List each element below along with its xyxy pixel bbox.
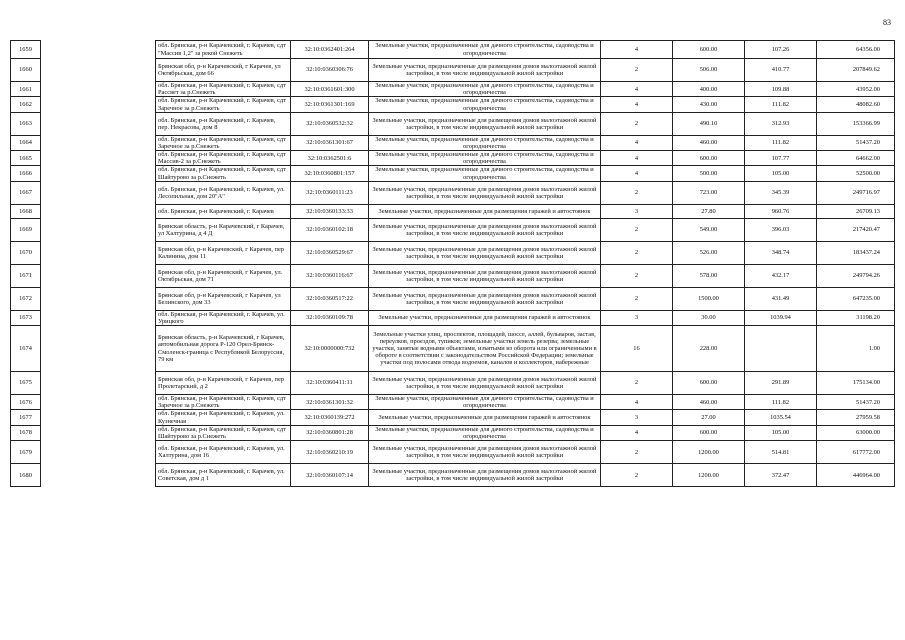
table-row [11,112,895,135]
cadastral-number-cell: 32:10:0360139:272 [291,410,369,425]
cadastral-number-cell: 32:10:0361301:32 [291,395,369,410]
land-use-cell: Земельные участки, предназначенные для дачного строительства, садоводства и огородничества [369,82,601,97]
table-row [11,135,895,150]
specific-value-cell: 345.39 [745,181,817,204]
spacer-cell [41,425,156,440]
table-row [11,310,895,325]
cadastral-number-cell: 32:10:0360517:22 [291,287,369,310]
specific-value-cell: 960.76 [745,204,817,218]
cadastral-value-cell: 31198.20 [817,310,895,325]
group-code-cell: 3 [601,410,673,425]
row-number: 1680 [11,464,41,487]
land-use-cell: Земельные участки, предназначенные для дачного строительства, садоводства и огородничества [369,41,601,59]
address-cell: обл. Брянская, р-н Карачевский, г. Карачев, ул. Кузнечная [156,410,291,425]
cadastral-value-cell: 249716.97 [817,181,895,204]
area-cell: 578.00 [673,264,745,287]
cadastral-value-cell: 43952.00 [817,82,895,97]
spacer-cell [41,181,156,204]
specific-value-cell: 410.77 [745,59,817,82]
cadastral-value-cell: 1.00 [817,326,895,372]
table-row [11,287,895,310]
table-row [11,151,895,166]
area-cell: 490.10 [673,112,745,135]
group-code-cell: 4 [601,151,673,166]
row-number: 1679 [11,441,41,464]
group-code-cell: 4 [601,41,673,59]
table-row [11,41,895,59]
area-cell: 506.00 [673,59,745,82]
address-cell: обл. Брянская, р-н Карачевский, г. Карачев, ул. Советская, дом д 1 [156,464,291,487]
spacer-cell [41,410,156,425]
area-cell: 460.00 [673,135,745,150]
land-use-cell: Земельные участки, предназначенные для размещения домов малоэтажной жилой застройки, в том числе индивидуальной жилой застройки [369,241,601,264]
area-cell: 526.00 [673,241,745,264]
row-number: 1666 [11,166,41,181]
spacer-cell [41,112,156,135]
land-use-cell: Земельные участки, предназначенные для дачного строительства, садоводства и огородничества [369,151,601,166]
area-cell: 27.80 [673,204,745,218]
group-code-cell: 16 [601,326,673,372]
specific-value-cell [745,326,817,372]
area-cell: 228.00 [673,326,745,372]
address-cell: обл. Брянская, р-н Карачевский, г. Карачев, сдт "Массив 1,2" за рекой Снежеть [156,41,291,59]
land-use-cell: Земельные участки улиц, проспектов, площадей, шоссе, аллей, бульваров, застав, переулков, проездов, тупиков; земельные участки земель резерва; земельные участки, занятые водными объектами, изъятыми из оборота или ограниченными в обороте в соответствии с законодательством Российской Федерации; земельные участки под полосами отвода водоемов, каналов и коллекторов, набережные [369,326,601,372]
row-number: 1667 [11,181,41,204]
spacer-cell [41,241,156,264]
address-cell: обл. Брянская, р-н Карачевский, г. Карачев, ул. Урицкого [156,310,291,325]
row-number: 1672 [11,287,41,310]
group-code-cell: 4 [601,166,673,181]
land-use-cell: Земельные участки, предназначенные для размещения гаражей и автостоянок [369,310,601,325]
specific-value-cell: 1035.54 [745,410,817,425]
group-code-cell: 2 [601,218,673,241]
specific-value-cell: 291.89 [745,372,817,395]
land-use-cell: Земельные участки, предназначенные для размещения домов малоэтажной жилой застройки, в том числе индивидуальной жилой застройки [369,112,601,135]
land-use-cell: Земельные участки, предназначенные для дачного строительства, садоводства и огородничества [369,135,601,150]
cadastral-number-cell: 32:10:0361301:67 [291,135,369,150]
table-row [11,204,895,218]
specific-value-cell: 514.81 [745,441,817,464]
cadastral-number-cell: 32:10:0361301:169 [291,97,369,112]
cadastral-number-cell: 32:10:0360116:67 [291,264,369,287]
row-number: 1673 [11,310,41,325]
area-cell: 600.00 [673,41,745,59]
cadastral-number-cell: 32:10:0360109:78 [291,310,369,325]
area-cell: 549.00 [673,218,745,241]
cadastral-number-cell: 32:10:0360102:18 [291,218,369,241]
cadastral-number-cell: 32:10:0000000:732 [291,326,369,372]
cadastral-value-cell: 63000.00 [817,425,895,440]
specific-value-cell: 107.26 [745,41,817,59]
area-cell: 460.00 [673,395,745,410]
table-row [11,59,895,82]
address-cell: Брянская обл, р-н Карачевский, г Карачев, ул. Октябрьская, дом 71 [156,264,291,287]
land-use-cell: Земельные участки, предназначенные для размещения домов малоэтажной жилой застройки, в том числе индивидуальной жилой застройки [369,264,601,287]
cadastral-value-cell: 183437.24 [817,241,895,264]
table-row [11,410,895,425]
group-code-cell: 2 [601,372,673,395]
area-cell: 1500.00 [673,287,745,310]
group-code-cell: 2 [601,464,673,487]
table-row [11,264,895,287]
area-cell: 500.00 [673,166,745,181]
table-row [11,441,895,464]
group-code-cell: 4 [601,425,673,440]
land-use-cell: Земельные участки, предназначенные для размещения домов малоэтажной жилой застройки, в том числе индивидуальной жилой застройки [369,181,601,204]
specific-value-cell: 109.88 [745,82,817,97]
spacer-cell [41,97,156,112]
cadastral-number-cell: 32:10:0360210:19 [291,441,369,464]
specific-value-cell: 111.82 [745,97,817,112]
area-cell: 30.00 [673,310,745,325]
specific-value-cell: 431.49 [745,287,817,310]
cadastral-value-cell: 249794.26 [817,264,895,287]
row-number: 1662 [11,97,41,112]
address-cell: обл. Брянская, р-н Карачевский, г. Карачев, сдт Заречное за р.Снежеть [156,135,291,150]
address-cell: обл. Брянская, р-н Карачевский, г. Карачев, ул. Лесопильная, дом 20"А" [156,181,291,204]
cadastral-number-cell: 32:10:0361601:300 [291,82,369,97]
land-use-cell: Земельные участки, предназначенные для размещения домов малоэтажной жилой застройки, в том числе индивидуальной жилой застройки [369,372,601,395]
cadastral-number-cell: 32:10:0360306:76 [291,59,369,82]
row-number: 1678 [11,425,41,440]
cadastral-value-cell: 48082.60 [817,97,895,112]
cadastral-number-cell: 32:10:0362401:264 [291,41,369,59]
row-number: 1671 [11,264,41,287]
land-use-cell: Земельные участки, предназначенные для дачного строительства, садоводства и огородничества [369,425,601,440]
spacer-cell [41,135,156,150]
table-row [11,97,895,112]
row-number: 1669 [11,218,41,241]
cadastral-value-cell: 64356.00 [817,41,895,59]
address-cell: обл. Брянская, р-н Карачевский, г. Карачев, сдт Заречное за р.Снежеть [156,97,291,112]
row-number: 1659 [11,41,41,59]
cadastral-value-cell: 26709.13 [817,204,895,218]
cadastral-value-cell: 207849.62 [817,59,895,82]
cadastral-number-cell: 32:10:0360133:33 [291,204,369,218]
specific-value-cell: 107.77 [745,151,817,166]
specific-value-cell: 396.03 [745,218,817,241]
area-cell: 430.00 [673,97,745,112]
spacer-cell [41,264,156,287]
land-use-cell: Земельные участки, предназначенные для дачного строительства, садоводства и огородничества [369,97,601,112]
table-row [11,181,895,204]
spacer-cell [41,310,156,325]
specific-value-cell: 105.00 [745,166,817,181]
land-use-cell: Земельные участки, предназначенные для размещения домов малоэтажной жилой застройки, в том числе индивидуальной жилой застройки [369,464,601,487]
table-row [11,218,895,241]
specific-value-cell: 348.74 [745,241,817,264]
specific-value-cell: 111.82 [745,135,817,150]
address-cell: обл. Брянская, р-н Карачевский, г. Карачев, пер. Некрасова, дом 8 [156,112,291,135]
area-cell: 400.00 [673,82,745,97]
address-cell: обл. Брянская, р-н Карачевский, г. Карачев, ул. Халтурина, дом 16 [156,441,291,464]
area-cell: 1200.00 [673,464,745,487]
specific-value-cell: 372.47 [745,464,817,487]
spacer-cell [41,287,156,310]
address-cell: обл. Брянская, р-н Карачевский, г. Карачев, сдт Шайтурово за р.Снежеть [156,425,291,440]
address-cell: обл. Брянская, р-н Карачевский, г. Карачев, сдт Заречное за р.Снежеть [156,395,291,410]
table-row [11,425,895,440]
land-use-cell: Земельные участки, предназначенные для размещения домов малоэтажной жилой застройки, в том числе индивидуальной жилой застройки [369,218,601,241]
address-cell: Брянская обл, р-н Карачевский, г Карачев, пер Калинина, дом 11 [156,241,291,264]
area-cell: 600.00 [673,425,745,440]
group-code-cell: 2 [601,181,673,204]
address-cell: обл. Брянская, р-н Карачевский, г. Карачев, сдт Шайтурово за р.Снежеть [156,166,291,181]
cadastral-value-cell: 647235.00 [817,287,895,310]
row-number: 1668 [11,204,41,218]
cadastral-number-cell: 32:10:0360411:11 [291,372,369,395]
row-number: 1670 [11,241,41,264]
table-row [11,241,895,264]
row-number: 1661 [11,82,41,97]
group-code-cell: 3 [601,310,673,325]
cadastral-number-cell: 32:10:0360529:67 [291,241,369,264]
row-number: 1663 [11,112,41,135]
specific-value-cell: 312.93 [745,112,817,135]
spacer-cell [41,151,156,166]
table-row [11,372,895,395]
row-number: 1665 [11,151,41,166]
group-code-cell: 4 [601,395,673,410]
row-number: 1676 [11,395,41,410]
spacer-cell [41,82,156,97]
land-use-cell: Земельные участки, предназначенные для размещения домов малоэтажной жилой застройки, в том числе индивидуальной жилой застройки [369,441,601,464]
table-row [11,82,895,97]
group-code-cell: 3 [601,204,673,218]
land-use-cell: Земельные участки, предназначенные для размещения гаражей и автостоянок [369,204,601,218]
specific-value-cell: 105.00 [745,425,817,440]
land-use-cell: Земельные участки, предназначенные для размещения гаражей и автостоянок [369,410,601,425]
specific-value-cell: 111.82 [745,395,817,410]
row-number: 1674 [11,326,41,372]
row-number: 1660 [11,59,41,82]
address-cell: обл. Брянская, р-н Карачевский, г. Карачев, сдт Массив-2 за р.Снежеть [156,151,291,166]
cadastral-value-cell: 64662.00 [817,151,895,166]
spacer-cell [41,59,156,82]
group-code-cell: 4 [601,82,673,97]
spacer-cell [41,395,156,410]
table-body [11,41,895,487]
area-cell: 723.00 [673,181,745,204]
table-row [11,395,895,410]
cadastral-value-cell: 617772.00 [817,441,895,464]
spacer-cell [41,372,156,395]
spacer-cell [41,41,156,59]
address-cell: Брянская обл, р-н Карачевский, г Карачев, ул Октябрьская, дом 66 [156,59,291,82]
group-code-cell: 2 [601,112,673,135]
group-code-cell: 4 [601,97,673,112]
land-use-cell: Земельные участки, предназначенные для размещения домов малоэтажной жилой застройки, в том числе индивидуальной жилой застройки [369,287,601,310]
spacer-cell [41,326,156,372]
table-row [11,166,895,181]
cadastral-value-cell: 175134.00 [817,372,895,395]
cadastral-number-cell: 32:10:0360801:28 [291,425,369,440]
group-code-cell: 2 [601,264,673,287]
cadastral-number-cell: 32:10:0360111:23 [291,181,369,204]
spacer-cell [41,441,156,464]
cadastral-value-cell: 446964.00 [817,464,895,487]
group-code-cell: 2 [601,241,673,264]
spacer-cell [41,166,156,181]
spacer-cell [41,464,156,487]
row-number: 1664 [11,135,41,150]
cadastral-value-cell: 52500.00 [817,166,895,181]
cadastral-number-cell: 32:10:0360107:14 [291,464,369,487]
group-code-cell: 2 [601,59,673,82]
cadastral-value-cell: 51437.20 [817,395,895,410]
cadastral-number-cell: 32:10:0360532:32 [291,112,369,135]
row-number: 1677 [11,410,41,425]
area-cell: 27.00 [673,410,745,425]
page-number: 83 [883,18,891,27]
area-cell: 1200.00 [673,441,745,464]
area-cell: 600.00 [673,372,745,395]
cadastral-number-cell: 32:10:0360801:157 [291,166,369,181]
cadastral-value-cell: 217420.47 [817,218,895,241]
area-cell: 600.00 [673,151,745,166]
land-use-cell: Земельные участки, предназначенные для размещения домов малоэтажной жилой застройки, в том числе индивидуальной жилой застройки [369,59,601,82]
address-cell: обл. Брянская, р-н Карачевский, г. Карачев, сдт Рассвет за р.Снежеть [156,82,291,97]
address-cell: Брянская обл, р-н Карачевский, г Карачев, пер Пролетарский, д 2 [156,372,291,395]
cadastral-value-cell: 153366.99 [817,112,895,135]
specific-value-cell: 432.17 [745,264,817,287]
cadastral-value-cell: 51437.20 [817,135,895,150]
address-cell: Брянская обл, р-н Карачевский, г Карачев, ул Белинского, дом 33 [156,287,291,310]
land-use-cell: Земельные участки, предназначенные для дачного строительства, садоводства и огородничества [369,395,601,410]
row-number: 1675 [11,372,41,395]
land-use-cell: Земельные участки, предназначенные для дачного строительства, садоводства и огородничества [369,166,601,181]
spacer-cell [41,218,156,241]
specific-value-cell: 1039.94 [745,310,817,325]
group-code-cell: 2 [601,441,673,464]
table-row [11,464,895,487]
group-code-cell: 2 [601,287,673,310]
address-cell: обл. Брянская, р-н Карачевский, г. Карачев [156,204,291,218]
cadastral-value-table [10,40,895,487]
table-row [11,326,895,372]
address-cell: Брянская область, р-н Карачевский, г Карачев, ул Халтурина, д 4 Д [156,218,291,241]
cadastral-value-cell: 27959.58 [817,410,895,425]
address-cell: Брянская область, р-н Карачевский, г Карачев, автомобильная дорога Р-120 Орел-Брянск-Смоленск-граница с Республикой Белоруссия, 79 км [156,326,291,372]
group-code-cell: 4 [601,135,673,150]
spacer-cell [41,204,156,218]
cadastral-number-cell: 32:10:0362501:6 [291,151,369,166]
